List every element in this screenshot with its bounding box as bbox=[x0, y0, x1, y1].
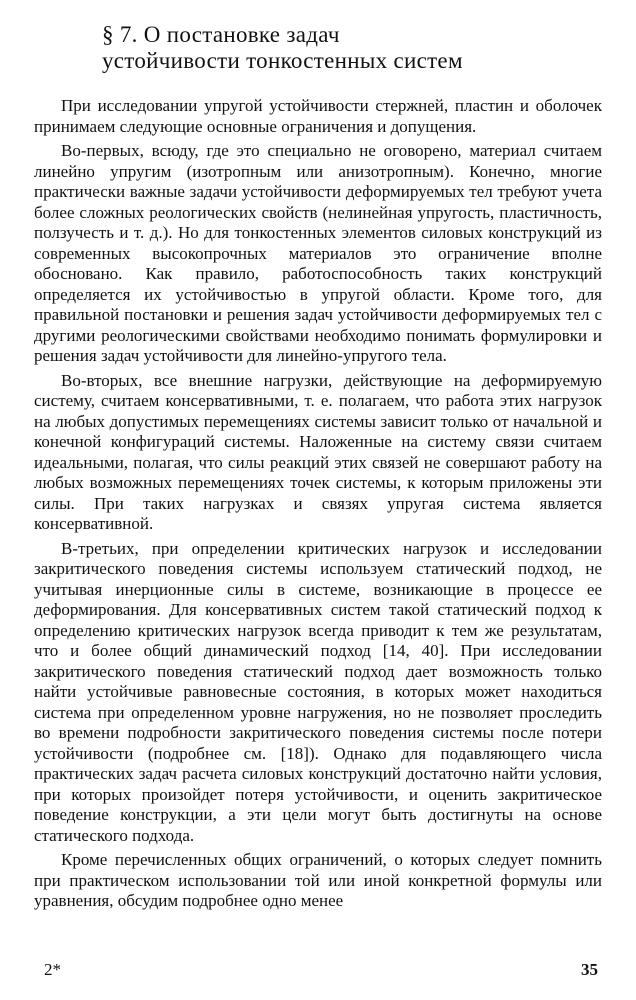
book-page bbox=[34, 22, 602, 982]
paragraph-first-assumption: Во-первых, всюду, где это специально не оговорено, материал считаем линейно упругим (изотропным или анизотропным). Конечно, многие практически важные задачи устойчивости деформируемых тел требуют учета более сложных реологических свойств (нелинейная упругость, пластичность, ползучесть и т. д.). Но для тонкостенных элементов силовых конструкций из современных высокопрочных материалов это ограничение вполне обосновано. Как правило, работоспособность таких конструкций определяется их устойчивостью в упругой области. Кроме того, для правильной постановки и решения задач устойчивости деформируемых тел с другими реологическими свойствами необходимо понимать формулировки и решения задач устойчивости для линейно-упругого тела. bbox=[34, 141, 602, 365]
page-footer bbox=[34, 958, 602, 982]
section-title-line-2: устойчивости тонкостенных систем bbox=[102, 48, 463, 73]
section-title-line-1: § 7. О постановке задач bbox=[102, 22, 340, 47]
signature-mark: 2* bbox=[44, 960, 61, 979]
paragraph-continuation: Кроме перечисленных общих ограничений, о которых следует помнить при практическом использовании той или иной конкретной формулы или уравнения, обсудим подробнее одно менее bbox=[34, 850, 602, 910]
page-number: 35 bbox=[581, 960, 598, 979]
paragraph-third-assumption: В-третьих, при определении критических нагрузок и исследовании закритического поведения системы используем статический подход, не учитывая инерционные силы в системе, возникающие в процессе ее деформирования. Для консервативных систем такой статический подход к определению критических нагрузок всегда приводит к тем же результатам, что и более общий динамический подход [14, 40]. При исследовании закритического поведения статический подход дает возможность только найти устойчивые равновесные состояния, в которых может находиться система при определенном уровне нагружения, но не позволяет проследить во времени подробности закритического поведения системы после потери устойчивости (подробнее см. [18]). Однако для подавляющего числа практических задач расчета силовых конструкций достаточно найти условия, при которых произойдет потеря устойчивости, и оценить закритическое поведение конструкции, а эти цели могут быть достигнуты на основе статического подхода. bbox=[34, 538, 602, 845]
paragraph-intro: При исследовании упругой устойчивости стержней, пластин и оболочек принимаем следующие основные ограничения и допущения. bbox=[34, 96, 602, 136]
paragraph-second-assumption: Во-вторых, все внешние нагрузки, действующие на деформируемую систему, считаем консервативными, т. е. полагаем, что работа этих нагрузок на любых допустимых перемещениях системы зависит только от начальной и конечной конфигураций системы. Наложенные на систему связи считаем идеальными, полагая, что силы реакций этих связей не совершают работу на любых возможных перемещениях точек системы, к которым приложены эти силы. При таких нагрузках и связях упругая система является консервативной. bbox=[34, 370, 602, 533]
body-text bbox=[34, 96, 602, 912]
section-heading bbox=[102, 22, 602, 74]
